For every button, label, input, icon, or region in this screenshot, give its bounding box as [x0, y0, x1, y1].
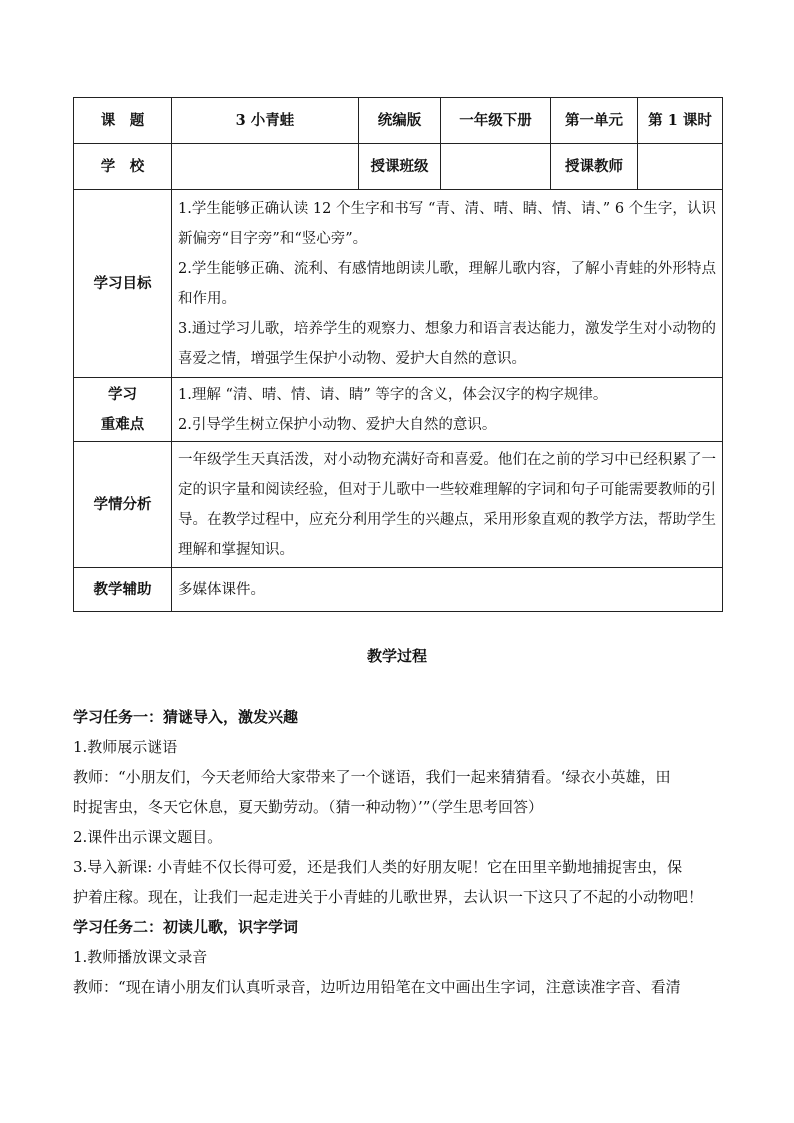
keypoints-label-line1: 学习 — [108, 385, 137, 403]
process-line: 时捉害虫，冬天它休息，夏天勤劳动。（猜一种动物）’”（学生思考回答） — [73, 798, 543, 816]
unit: 第一单元 — [551, 98, 638, 144]
school-label: 学 校 — [74, 144, 172, 190]
task-heading: 学习任务一：猜谜导入，激发兴趣 — [73, 708, 299, 726]
task-heading: 学习任务二：初读儿歌，识字学词 — [73, 918, 299, 936]
analysis-content — [172, 442, 723, 568]
keypoints-content — [172, 378, 723, 442]
goal-item: 3.通过学习儿歌，培养学生的观察力、想象力和语言表达能力，激发学生对小动物的喜爱之情，增强学生保护小动物、爱护大自然的意识。 — [178, 320, 716, 367]
keypoints-label — [74, 378, 172, 442]
process-line: 3.导入新课: 小青蛙不仅长得可爱，还是我们人类的好朋友呢！它在田里辛勤地捕捉害虫，保 — [73, 858, 683, 876]
keypoint-item: 1.理解 “清、晴、情、请、睛” 等字的含义，体会汉字的构字规律。 — [178, 386, 608, 403]
goal-item: 2.学生能够正确、流利、有感情地朗读儿歌，理解儿歌内容，了解小青蛙的外形特点和作用。 — [178, 260, 716, 307]
class-value — [441, 144, 551, 190]
table-row-keypoints — [74, 378, 723, 442]
process-line: 教师：“小朋友们，今天老师给大家带来了一个谜语，我们一起来猜猜看。‘绿衣小英雄，田 — [73, 768, 671, 786]
table-row-aids — [74, 568, 723, 612]
analysis-label: 学情分析 — [74, 442, 172, 568]
lesson-plan-table — [73, 97, 723, 612]
lesson-label: 课 题 — [74, 98, 172, 144]
aids-label: 教学辅助 — [74, 568, 172, 612]
class-label: 授课班级 — [359, 144, 441, 190]
table-row-school — [74, 144, 723, 190]
process-line: 1.教师展示谜语 — [73, 738, 178, 756]
table-row-lesson — [74, 98, 723, 144]
keypoints-label-line2: 重难点 — [100, 415, 145, 433]
lesson-title: 3 小青蛙 — [172, 98, 359, 144]
teacher-label: 授课教师 — [551, 144, 638, 190]
period: 第 1 课时 — [638, 98, 723, 144]
teacher-value — [638, 144, 723, 190]
process-title: 教学过程 — [366, 647, 427, 665]
grade: 一年级下册 — [441, 98, 551, 144]
edition: 统编版 — [359, 98, 441, 144]
process-line: 1.教师播放课文录音 — [73, 948, 208, 966]
school-value — [172, 144, 359, 190]
keypoint-item: 2.引导学生树立保护小动物、爱护大自然的意识。 — [178, 416, 497, 433]
goals-content — [172, 190, 723, 378]
table-row-analysis — [74, 442, 723, 568]
process-body — [73, 702, 722, 1002]
process-line: 2.课件出示课文题目。 — [73, 828, 223, 846]
goal-item: 1.学生能够正确认读 12 个生字和书写 “青、清、晴、睛、情、请、” 6 个生字，认识新偏旁“目字旁”和“竖心旁”。 — [178, 200, 716, 247]
process-line: 护着庄稼。现在，让我们一起走进关于小青蛙的儿歌世界，去认识一下这只了不起的小动物吧！ — [73, 888, 704, 906]
goals-label: 学习目标 — [74, 190, 172, 378]
aids-content: 多媒体课件。 — [172, 568, 723, 612]
analysis-text: 一年级学生天真活泼，对小动物充满好奇和喜爱。他们在之前的学习中已经积累了一定的识字量和阅读经验，但对于儿歌中一些较难理解的字词和句子可能需要教师的引导。在教学过程中，应充分利用学生的兴趣点，采用形象直观的教学方法，帮助学生理解和掌握知识。 — [178, 451, 716, 558]
table-row-goals — [74, 190, 723, 378]
process-line: 教师：“现在请小朋友们认真听录音，边听边用铅笔在文中画出生字词，注意读准字音、看清 — [73, 978, 681, 996]
